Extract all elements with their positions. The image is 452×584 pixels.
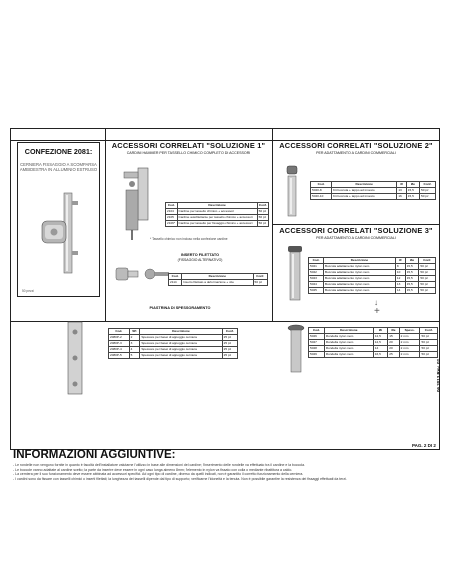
cell-conf: 50 pz	[420, 352, 438, 358]
soluzione3-title: ACCESSORI CORRELATI "SOLUZIONE 3"	[279, 226, 433, 235]
col-header: Øi	[373, 328, 387, 334]
info-text	[13, 463, 423, 481]
col-header: Ø	[395, 258, 405, 264]
nylon-bushing-image	[284, 244, 306, 304]
cell-thickness: 3	[129, 341, 140, 347]
table-row	[309, 352, 438, 358]
col-header: Cod.	[166, 203, 178, 209]
inserto-table	[168, 273, 268, 286]
cell-code: 5022	[309, 270, 324, 276]
cell-code: 5023	[309, 276, 324, 282]
col-header: Cod.	[169, 274, 182, 280]
cell-outer-diameter: 15,5	[405, 264, 419, 270]
cell-code: 2105	[166, 215, 178, 221]
cell-thickness: 2 mm	[399, 340, 420, 346]
confezione-box	[17, 142, 100, 297]
cell-conf: 50 pz	[253, 280, 267, 286]
confezione-description: CERNIERA FISSAGGIO A SCOMPARSA AMBIDESTRA IN ALLUMINIO ESTRUSO	[19, 162, 98, 172]
col-header: Conf.	[420, 328, 438, 334]
soluzione1-note: * Tassello chimico non incluso nella confezione cardine	[150, 237, 228, 241]
bushing-kit-image	[280, 162, 306, 220]
col-header: Cod.	[311, 182, 332, 188]
cell-description: Cardine autofilettante per tassello chimico + accessori	[177, 215, 257, 221]
cell-conf: 50 pz	[420, 194, 436, 200]
col-header: Conf.	[258, 203, 267, 207]
cell-inner-diameter: 14	[373, 346, 387, 352]
plus-sign: +	[374, 306, 380, 317]
soluzione2-title: ACCESSORI CORRELATI "SOLUZIONE 2"	[279, 141, 433, 150]
inserto-subtitle: (FISSAGGIO ALTERNATIVO)	[177, 258, 223, 262]
cell-conf: 25 pz	[222, 353, 237, 359]
confezione-pieces: 50 pezzi	[22, 289, 34, 293]
cell-diameter: 10	[395, 270, 405, 276]
cell-description: Kit boccola + tappo ad innesto	[332, 188, 397, 194]
cell-inner-diameter: 16,5	[373, 352, 387, 358]
cell-conf: 50 pz	[419, 282, 436, 288]
cell-thickness: 4	[129, 347, 140, 353]
cell-diameter: 16	[397, 194, 406, 200]
cell-diameter: 12	[395, 276, 405, 282]
spacer-plate-image	[64, 320, 86, 396]
cell-description: Spessore per basei di appoggio cerniera	[140, 335, 222, 341]
page-number: PAG. 2 DI 2	[412, 443, 436, 448]
col-header: Descrizione	[182, 274, 253, 280]
soluzione3-washer-table	[308, 327, 438, 358]
cell-code: 5021	[309, 264, 324, 270]
col-header: Descrizione	[324, 328, 373, 334]
col-header: Ø	[397, 182, 406, 188]
cell-outer-diameter: 20	[388, 346, 399, 352]
table-row	[166, 221, 269, 227]
cell-description: Cardine per tassello per fissaggio chimico + accessori	[177, 221, 257, 227]
cell-outer-diameter: 20	[388, 340, 399, 346]
soluzione1-subtitle: CARDINI HAMMER PER TASSELLO CHIMICO COMPLETO DI ACCESSORI	[126, 151, 251, 155]
cell-code: 2080P-2	[109, 335, 130, 341]
col-header: Descrizione	[332, 182, 397, 188]
cell-outer-diameter: 15,5	[405, 270, 419, 276]
cell-code: 5020-10	[311, 194, 332, 200]
cell-conf: 25 pz	[222, 335, 237, 341]
cell-outer-diameter: 15	[388, 334, 399, 340]
cell-code: 5027	[309, 340, 325, 346]
col-header: Conf.	[253, 274, 267, 280]
cell-thickness: 2 mm	[399, 334, 420, 340]
cell-code: 2114	[169, 280, 182, 286]
cell-code: 5026	[309, 334, 325, 340]
soluzione1-table	[165, 202, 269, 227]
cell-description: Inserto filettato a deformazione + vite	[182, 280, 253, 286]
soluzione2-table	[310, 181, 436, 200]
cell-outer-diameter: 15,5	[406, 194, 419, 200]
revision-label: 06.2013 Rev. 02	[436, 359, 441, 392]
cell-code: 2080P-4	[109, 347, 130, 353]
cell-conf: 50 pz	[257, 221, 268, 227]
cell-conf: 50 pz	[419, 270, 436, 276]
col-header: Øe	[406, 182, 419, 188]
cell-conf: 25 pz	[222, 341, 237, 347]
table-row	[109, 353, 238, 359]
cell-conf: 50 pz	[420, 188, 436, 194]
piastrina-table	[108, 328, 238, 359]
cell-conf: 50 pz	[420, 334, 438, 340]
cell-description: Boccola adattamento nylon nero	[324, 276, 396, 282]
cell-inner-diameter: 12,5	[373, 334, 387, 340]
cell-outer-diameter: 25	[388, 352, 399, 358]
cell-code: 5025	[309, 288, 324, 294]
cell-conf: 50 pz	[420, 346, 438, 352]
cell-code: 5029	[309, 352, 325, 358]
cell-conf: 50 pz	[257, 209, 268, 215]
cell-thickness: 2 mm	[399, 352, 420, 358]
col-header: Øe	[388, 328, 399, 334]
hammer-hinge-image	[118, 162, 160, 242]
threaded-insert-image	[112, 262, 172, 286]
col-header: Descrizione	[177, 203, 257, 209]
cell-description: Spessore per basei di appoggio cerniera	[140, 347, 222, 353]
cell-code: 2104	[166, 209, 178, 215]
col-header: Øe	[405, 258, 419, 264]
cell-diameter: 8	[395, 264, 405, 270]
cell-description: Cardine per tassello chimico + accessori	[177, 209, 257, 215]
cell-outer-diameter: 15,5	[406, 188, 419, 194]
cell-description: Kit boccola + tappo ad innesto	[332, 194, 397, 200]
cell-code: 2080P-5	[109, 353, 130, 359]
cell-description: Rondella nylon nero	[324, 352, 373, 358]
col-header: Conf.	[420, 182, 436, 188]
cell-conf: 25 pz	[222, 347, 237, 353]
cell-thickness: 5	[129, 353, 140, 359]
cell-conf: 50 pz	[419, 288, 436, 294]
info-paragraph: - Le rondelle non vengono fornite in quanto è facoltà dell'installatore valutarne l'utilizzo in base alle dimensioni del cardine; l'inserimento delle rondelle va effettuato tra il cardine e la boccola.	[13, 463, 306, 467]
soluzione1-title: ACCESSORI CORRELATI "SOLUZIONE 1"	[111, 141, 266, 150]
cell-outer-diameter: 15,5	[405, 276, 419, 282]
arrow-down-icon: ↓	[374, 298, 378, 307]
table-row	[311, 194, 436, 200]
table-row	[309, 288, 436, 294]
cell-outer-diameter: 15,5	[405, 282, 419, 288]
info-paragraph: - I cardini sono da fissare con tasselli chimici o inserti filettati; la lunghezza dei tasselli dipende dal tipo di supporto; verificarne l'idoneità e la tenuta. Non è possibile garantire la resistenza dei fissaggi effettuati da terzi.	[13, 476, 347, 481]
cell-conf: 50 pz	[420, 340, 438, 346]
col-header: Cod.	[309, 328, 325, 334]
cell-code: 2106*	[167, 221, 176, 225]
col-header: SP.	[129, 329, 140, 335]
cell-outer-diameter: 15,5	[405, 288, 419, 294]
info-paragraph: - Le boccole vanno adattate al cardine scelto; la parte da inserire deve essere in ogni caso lunga almeno 8mm; l'elemento in nylon va fissato con colla o mediante ribattitura a caldo.	[13, 467, 293, 472]
cell-diameter: 13	[395, 282, 405, 288]
washer-image	[286, 320, 306, 376]
cell-diameter: 14	[395, 288, 405, 294]
col-header: Conf.	[419, 258, 436, 264]
piastrina-title: PIASTRINA DI SPESSORAMENTO	[149, 306, 211, 310]
section-divider-right	[272, 224, 440, 225]
cell-description: Boccola adattamento nylon nero	[324, 264, 396, 270]
soluzione3-subtitle: PER ADATTAMENTO A CARDINI COMMERCIALI	[316, 236, 396, 240]
cell-conf: 50 pz	[257, 215, 268, 221]
confezione-title: CONFEZIONE 2081:	[24, 147, 93, 156]
cell-conf: 50 pz	[419, 276, 436, 282]
col-header: Conf.	[222, 329, 237, 335]
col-header: Cod.	[309, 258, 324, 264]
col-header: Descrizione	[324, 258, 396, 264]
cell-description: Rondella nylon nero	[324, 334, 373, 340]
cell-code: 5024	[309, 282, 324, 288]
cell-inner-diameter: 12,5	[373, 340, 387, 346]
cell-description: Spessore per basei di appoggio cerniera	[140, 353, 222, 359]
cell-thickness: 2	[129, 335, 140, 341]
cell-description: Spessore per basei di appoggio cerniera	[140, 341, 222, 347]
column-divider-left	[105, 128, 106, 321]
cell-description: Rondella nylon nero	[324, 346, 373, 352]
table-row	[169, 280, 268, 286]
cell-description: Rondella nylon nero	[324, 340, 373, 346]
info-paragraph: - La cerniera per il suo funzionamento deve essere abbinata ad accessori specifici. Ad ogni tipo di cardine, diverso da quelli indicati, non è garantito il corretto funzionamento della cerniera.	[13, 472, 304, 477]
cell-description: Boccola adattamento nylon nero	[324, 270, 396, 276]
cell-code: 5020-8	[311, 188, 332, 194]
info-title: INFORMAZIONI AGGIUNTIVE:	[13, 449, 176, 461]
cell-diameter: 13	[397, 188, 406, 194]
cell-code: 2080P-3	[109, 341, 130, 347]
inserto-title: INSERTO FILETTATO	[180, 253, 220, 257]
col-header: Spess.	[399, 328, 420, 334]
col-header: Cod.	[109, 329, 130, 335]
cell-description: Boccola adattamento nylon nero	[324, 288, 396, 294]
cell-thickness: 2 mm	[399, 346, 420, 352]
soluzione3-bushing-table	[308, 257, 436, 294]
col-header: Descrizione	[140, 329, 222, 335]
hinge-product-image	[36, 191, 86, 277]
cell-code: 5028	[309, 346, 325, 352]
soluzione2-subtitle: PER ADATTAMENTO A CARDINI COMMERCIALI	[316, 151, 396, 155]
cell-description: Boccola adattamento nylon nero	[324, 282, 396, 288]
cell-conf: 50 pz	[419, 264, 436, 270]
